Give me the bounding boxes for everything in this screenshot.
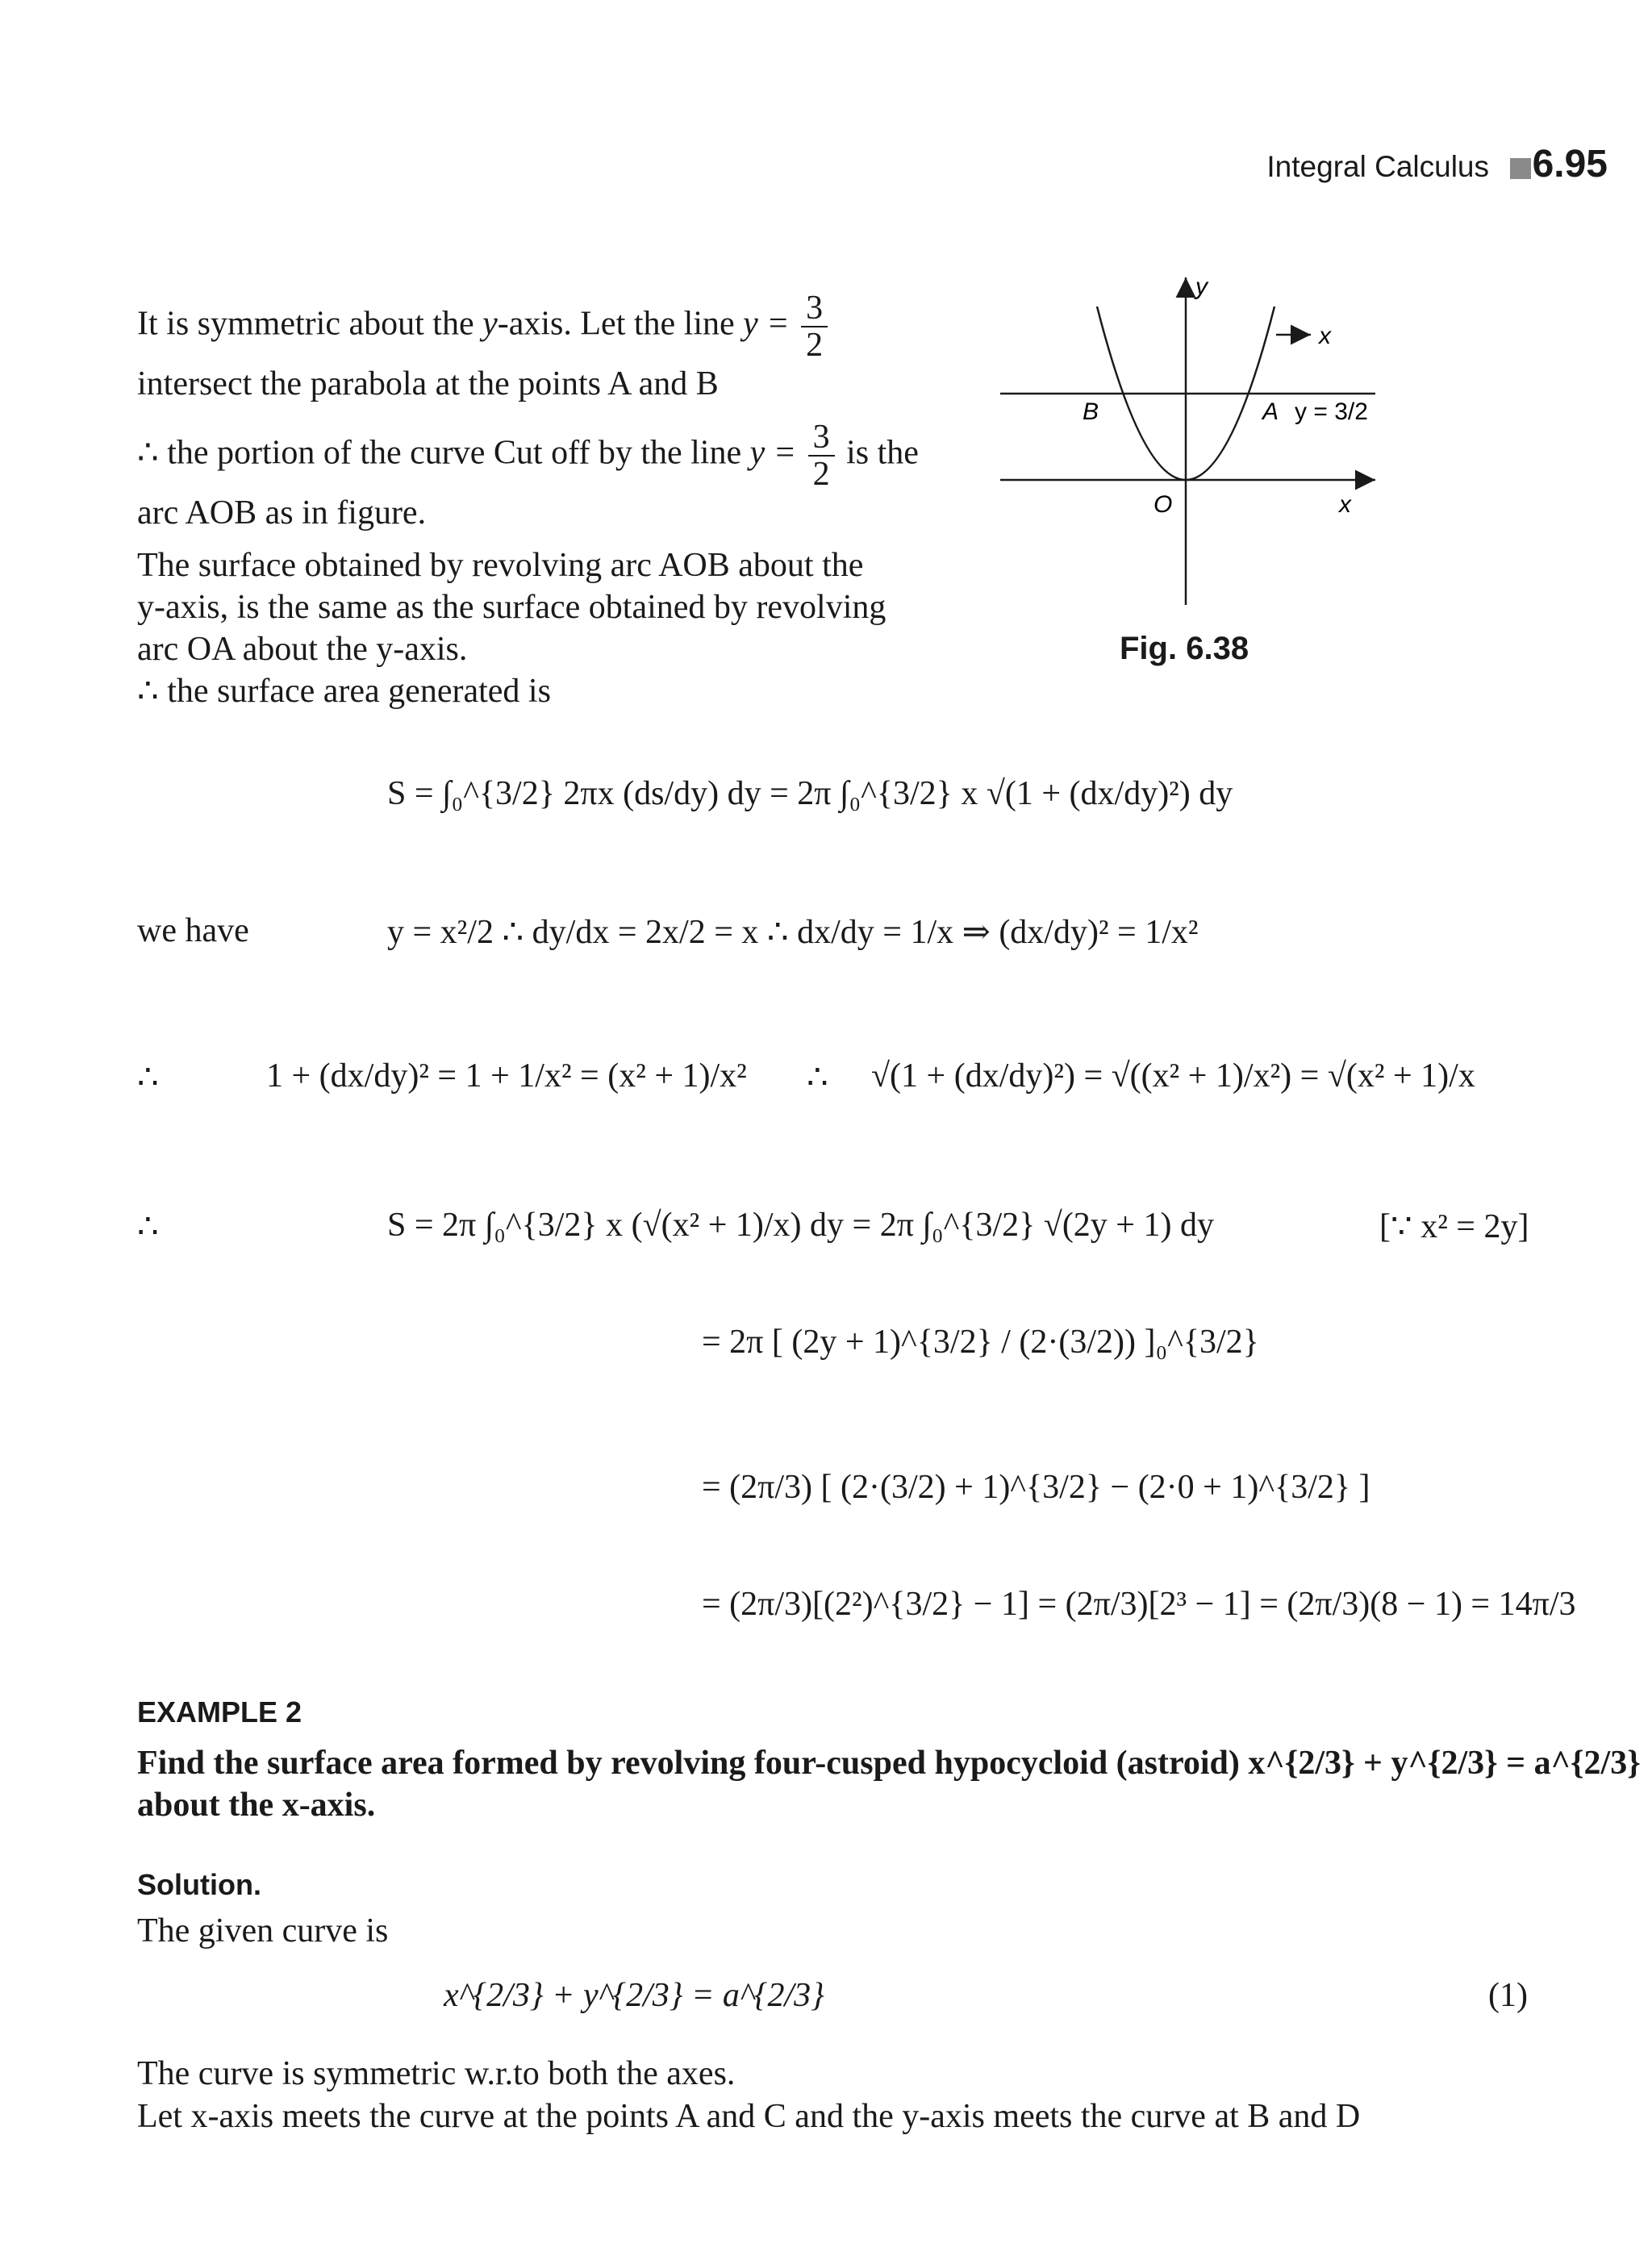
fraction	[808, 419, 835, 492]
fraction-numerator: 3	[801, 290, 828, 327]
solution-label: Solution.	[137, 1868, 261, 1901]
equation-note: [∵ x² = 2y]	[1379, 1208, 1529, 1245]
therefore-symbol: ∴	[137, 1208, 159, 1245]
equation-step-limits: = (2π/3) [ (2·(3/2) + 1)^{3/2} − (2·0 + 1)^{3/2} ]	[702, 1469, 1370, 1506]
equation-one-plus-derivative: 1 + (dx/dy)² = 1 + 1/x² = (x² + 1)/x²	[266, 1057, 747, 1095]
equation-number: (1)	[1488, 1977, 1528, 2014]
label-a: A	[1262, 398, 1279, 425]
portion-eq: y =	[749, 434, 797, 472]
intro-text-before: It is symmetric about the	[137, 305, 483, 343]
figure-caption: Fig. 6.38	[1120, 631, 1249, 666]
running-header-title: Integral Calculus	[1266, 150, 1489, 183]
symmetry-text: The curve is symmetric w.r.to both the axes.	[137, 2055, 736, 2092]
equation-derivatives: y = x²/2 ∴ dy/dx = 2x/2 = x ∴ dx/dy = 1/x ⇒ (dx/dy)² = 1/x²	[387, 914, 1199, 951]
we-have-label: we have	[137, 912, 249, 949]
equation-surface-integral: S = ∫₀^{3/2} 2πx (ds/dy) dy = 2π ∫₀^{3/2} x √(1 + (dx/dy)²) dy	[387, 775, 1233, 812]
label-y: y	[1195, 273, 1208, 300]
label-b: B	[1083, 398, 1099, 425]
portion-paragraph	[137, 419, 928, 534]
label-x-top: x	[1319, 323, 1331, 349]
intro-text-after: -axis. Let the line	[497, 305, 744, 343]
parabola-figure	[992, 266, 1412, 621]
fraction-denominator: 2	[806, 327, 824, 364]
page-number: 6.95	[1532, 143, 1608, 186]
fraction-numerator: 3	[808, 419, 835, 457]
surface-line-1: The surface obtained by revolving arc AOB about the	[137, 547, 864, 584]
header-square-icon	[1510, 158, 1531, 179]
intro-paragraph	[137, 290, 928, 405]
example-heading: EXAMPLE 2	[137, 1695, 302, 1728]
surface-line-4: ∴ the surface area generated is	[137, 673, 551, 710]
equation-step-result: = (2π/3)[(2²)^{3/2} − 1] = (2π/3)[2³ − 1] = (2π/3)(8 − 1) = 14π/3	[702, 1586, 1576, 1623]
equation-step-antiderivative: = 2π [ (2y + 1)^{3/2} / (2·(3/2)) ]₀^{3/2}	[702, 1324, 1259, 1361]
surface-line-2: y-axis, is the same as the surface obtained by revolving	[137, 589, 886, 626]
intro-eq: y =	[743, 305, 790, 343]
equation-s-integral: S = 2π ∫₀^{3/2} x (√(x² + 1)/x) dy = 2π ∫₀^{3/2} √(2y + 1) dy	[387, 1207, 1214, 1244]
equation-root-expression: √(1 + (dx/dy)²) = √((x² + 1)/x²) = √(x² + 1)/x	[871, 1057, 1475, 1095]
portion-text-after: is the	[837, 434, 919, 472]
fraction-denominator: 2	[812, 456, 830, 493]
intro-line-2: intersect the parabola at the points A and B	[137, 365, 719, 402]
axes-meeting-text: Let x-axis meets the curve at the points A and C and the y-axis meets the curve at B and D	[137, 2098, 1361, 2135]
therefore-symbol: ∴	[807, 1059, 828, 1096]
label-x-axis: x	[1339, 491, 1351, 518]
label-o: O	[1153, 491, 1173, 518]
portion-text-before: ∴ the portion of the curve Cut off by the line	[137, 434, 750, 472]
portion-line-2: arc AOB as in figure.	[137, 494, 427, 532]
surface-paragraph	[137, 544, 944, 712]
surface-line-3: arc OA about the y-axis.	[137, 631, 468, 668]
given-curve-text: The given curve is	[137, 1912, 389, 1950]
astroid-equation: x^{2/3} + y^{2/3} = a^{2/3}	[444, 1977, 824, 2014]
intro-var: y	[482, 305, 498, 343]
example-problem-line-2: about the x-axis.	[137, 1787, 376, 1824]
label-line-equation: y = 3/2	[1295, 398, 1368, 425]
fraction	[801, 290, 828, 363]
therefore-symbol: ∴	[137, 1059, 159, 1096]
example-problem-line-1: Find the surface area formed by revolving four-cusped hypocycloid (astroid) x^{2/3} + y^{2/3} = a^{2/3}	[137, 1745, 1641, 1782]
